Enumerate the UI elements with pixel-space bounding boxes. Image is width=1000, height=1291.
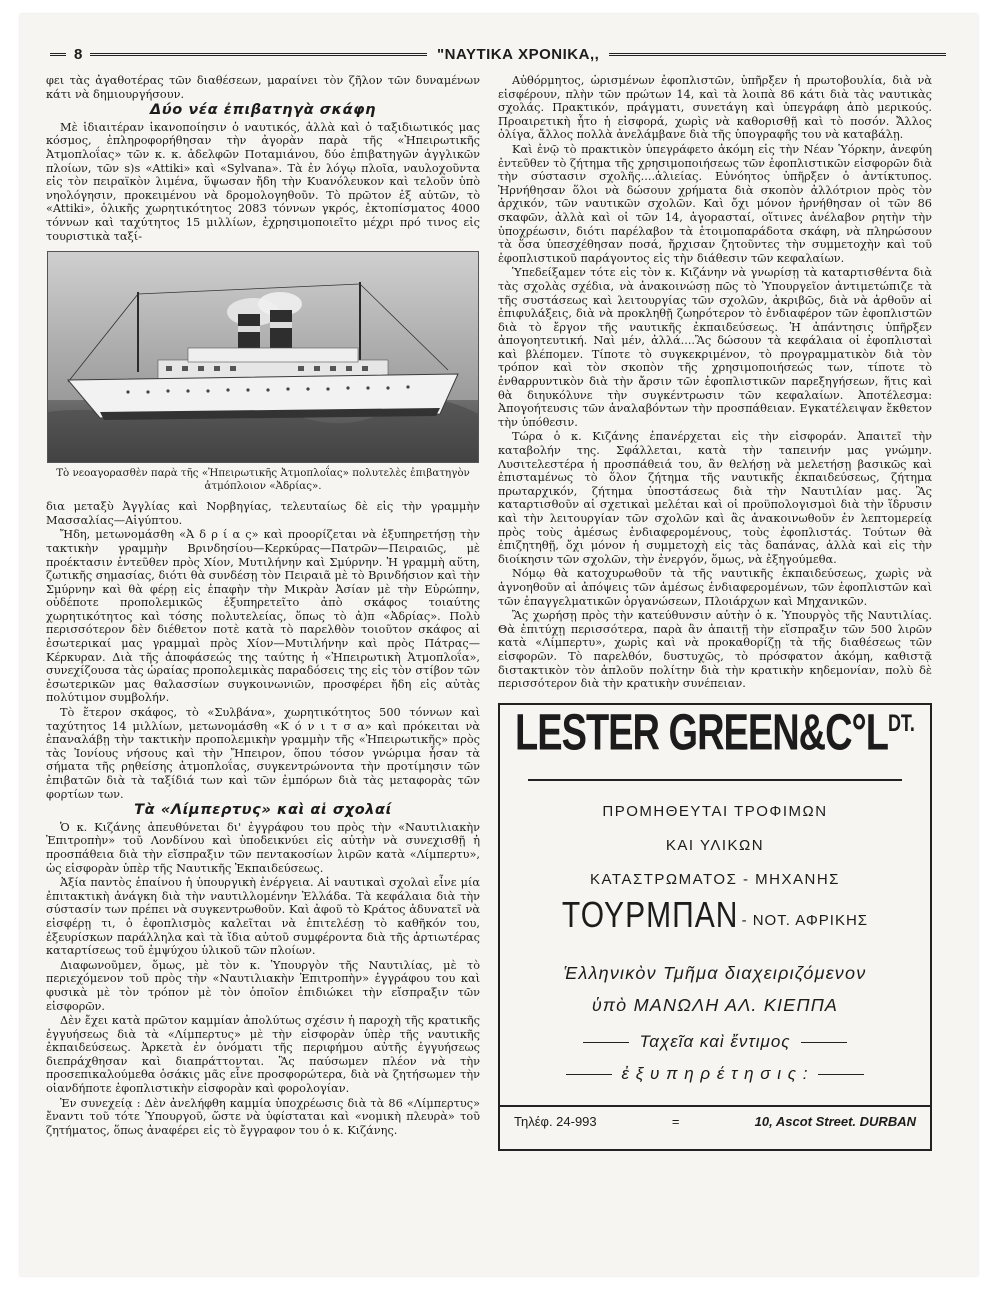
ad-phone: Τηλέφ. 24-993 bbox=[514, 1113, 597, 1129]
ship-photo bbox=[47, 251, 479, 463]
paragraph: Ἂς χωρήσῃ πρὸς τὴν κατεύθυνσιν αὐτὴν ὁ κ. Ὑπουργὸς τῆς Ναυτιλίας. Θὰ ἐπιτύχῃ περισσότερα, παρὰ ἂν ἀπαιτῇ τὴν εἴσπραξιν τῶν 500 λιρῶν κατὰ «Λίμπερτυ», χωρὶς καὶ νὰ προκαθορίζῃ τὰ τῆς διαθέσεως τῶν εἰσφορῶν. Τὸ παρελθόν, δυστυχῶς, τὸ πρόσφατον ἀκόμη, καθιστᾷ διστακτικὸν τὸν ἁπλοῦν πολίτην διὰ τὴν κρατικὴν κηδεμονίαν, πολὺ δὲ περισσότερον διὰ τὴν κρατικὴν συνέπειαν. bbox=[498, 609, 932, 691]
article-heading-new-ships: Δύο νέα ἐπιβατηγὰ σκάφη bbox=[150, 102, 376, 119]
paragraph: Μὲ ἰδιαιτέραν ἱκανοποίησιν ὁ ναυτικός, ἀλλὰ καὶ ὁ ταξιδιωτικός μας κόσμος, ἐπληροφορήθησαν τὴν ἀγορὰν παρὰ τῆς «Ἠπειρωτικῆς Ἀτμοπλοΐας» τῶν κ. κ. ἀδελφῶν Ποταμιάνου, δύο ἐπιβατηγῶν ἀγγλικῶν πλοίων, τῶν s)s «Attiki» καὶ «Sylvana». Τὰ ἐν λόγῳ πλοῖα, ναυλοχοῦντα εἰς τὸν πειραϊκὸν λιμένα, ὕψωσαν ἤδη τὴν Κυανόλευκον καὶ τελοῦν ὑπὸ νηολόγησιν, προκειμένου νὰ δρομολογηθοῦν. Τὸ πρῶτον ἐξ αὐτῶν, τὸ «Attiki», ὁλικῆς χωρητικότητος 2083 τόννων γκρός, ἐκτοπίσματος 4000 τόννων καὶ ταχύτητος 15 μιλλίων, ἐχρησιμοποιεῖτο μέχρι πρό τινος εἰς τουριστικὰ ταξί- bbox=[46, 120, 480, 243]
ad-location bbox=[500, 895, 930, 935]
paragraph: Τώρα ὁ κ. Κιζάνης ἐπανέρχεται εἰς τὴν εἰσφοράν. Ἀπαιτεῖ τὴν καταβολήν της. Σφάλλεται, κατὰ τὴν ταπεινήν μας γνώμην. Λυσιτελεστέρα ἡ προσπάθειά του, ἂν θελήσῃ νὰ μελετήσῃ βασικῶς καὶ ἐπισταμένως τὸ ὅλον ζήτημα τῆς ναυτικῆς ἐκπαιδεύσεως, ζήτημα πρωταρχικόν, ζήτημα ὑποστάσεως διὰ τὴν Ναυτιλίαν μας. Ἂς καταρτισθοῦν αἱ σχετικαὶ μελέται καὶ οἱ προϋπολογισμοὶ διὰ τὴν ἵδρυσιν καὶ τὴν λειτουργίαν τῶν σχολῶν καὶ ἂς ἀνακοινωθοῦν ἐν λεπτομερείᾳ πρὸς τοὺς ἀμέσως ἐνδιαφερομένους, τοὺς ἐφοπλιστάς. Τούτων θὰ ἐπιζητηθῇ, ὄχι μόνον ἡ συμμετοχὴ εἰς τὰς δαπάνας, ἀλλὰ καὶ εἰς τὴν διοίκησιν τῶν σχολῶν, τὴν ἐνεργόν, ὅμως, νὰ ἐξηγούμεθα. bbox=[498, 430, 932, 566]
ad-address: 10, Ascot Street. DURBAN bbox=[754, 1113, 916, 1129]
ad-divider bbox=[528, 779, 902, 781]
photo-caption: Τὸ νεοαγορασθὲν παρὰ τῆς «Ἠπειρωτικῆς Ἀτμοπλοΐας» πολυτελὲς ἐπιβατηγὸν ἀτμόπλοιον «Ἀδρίας». bbox=[56, 467, 470, 492]
paragraph: Ὁ κ. Κιζάνης ἀπευθύνεται δι' ἐγγράφου του πρὸς τὴν «Ναυτιλιακὴν Ἐπιτροπὴν» τοῦ Λονδίνου καὶ ὑποδεικνύει εἰς αὐτὴν νὰ συνεχισθῇ ἡ προσπάθεια διὰ τὴν εἴσπραξιν τῶν πεντακοσίων λιρῶν κατὰ «Λίμπερτυ», ὡς εἰσφορὰν ὑπὲρ τῆς Ναυτικῆς Ἐκπαιδεύσεως. bbox=[46, 820, 480, 875]
ad-service-text: ἐ ξ υ π η ρ έ τ η σ ι ς : bbox=[621, 1063, 809, 1083]
advertisement-lester-green bbox=[498, 703, 932, 1151]
dash-decoration bbox=[801, 1042, 847, 1043]
paragraph: Ἐν συνεχείᾳ : Δὲν ἀνελήφθη καμμία ὑποχρέωσις διὰ τὰ 86 «Λίμπερτυς» ἔναντι τοῦ τότε Ὑπουργοῦ, ὥστε νὰ ὑφίσταται καὶ «νομικὴ πλευρὰ» τοῦ ζητήματος, ὅπως ἀναφέρει εἰς τὸ ἔγγραφον του ὁ κ. Κιζάνης. bbox=[46, 1096, 480, 1137]
ad-line: ΚΑΤΑΣΤΡΩΜΑΤΟΣ - ΜΗΧΑΝΗΣ bbox=[590, 870, 840, 888]
ad-separator: = bbox=[671, 1113, 680, 1129]
left-column bbox=[46, 74, 480, 1264]
dash-decoration bbox=[583, 1042, 629, 1043]
paragraph: Διαφωνοῦμεν, ὅμως, μὲ τὸν κ. Ὑπουργὸν τῆς Ναυτιλίας, μὲ τὸ περιεχόμενον τοῦ πρὸς τὴν «Ναυτιλιακὴν Ἐπιτροπὴν» ἐγγράφου του καὶ φυσικὰ μὲ τὸν τρόπον μὲ τὸν ὁποῖον ἐπιδιώκει τὴν εἴσπραξιν τῶν εἰσφορῶν. bbox=[46, 958, 480, 1013]
paragraph: φει τὰς ἀγαθοτέρας τῶν διαθέσεων, μαραίνει τὸν ζῆλον τῶν δυναμένων κάτι νὰ δημιουργήσουν. bbox=[46, 74, 480, 101]
ad-divider bbox=[500, 1105, 930, 1107]
paragraph: Τὸ ἕτερον σκάφος, τὸ «Συλβάνα», χωρητικότητος 500 τόννων καὶ ταχύτητος 14 μιλλίων, μετωνομάσθη «Κ ό ν ι τ σ α» καὶ πρόκειται νὰ ἐπαναλάβῃ τὴν τακτικὴν προπολεμικὴν γραμμὴν τῆς «Ἠπειρωτικῆς» πρὸς τὰς Ἰονίους νήσους καὶ τὴν Ἤπειρον, ὅπου τόσον γνώριμα ἦσαν τὰ σήματα τῆς ρηθείσης ἀτμοπλοΐας, συγκεντρώνοντα τὴν προτίμησιν τῶν ἐπιβατῶν διὰ τὰ ταξίδιά των καὶ τῶν ἐμπόρων διὰ τὰς μεταφορὰς τῶν φορτίων των. bbox=[46, 706, 480, 801]
paragraph: Αὐθόρμητος, ὡρισμένων ἐφοπλιστῶν, ὑπῆρξεν ἡ πρωτοβουλία, διὰ νὰ εἰσφέρουν, πλὴν τῶν πρώτων 14, καὶ τὰ λοιπὰ 86 κάτι διὰ τὰς ναυτικὰς σχολάς. Πρακτικόν, πράγματι, συνετάγη καὶ ὑπεγράφη ἀπὸ μερικούς. Προαιρετικὴ ἦτο ἡ εἰσφορά, χωρὶς νὰ καθορισθῇ καὶ τὸ ποσόν. Ἄλλος ὀλίγα, ἄλλος πολλὰ ἀνελάμβανε διὰ τῆς ὑπογραφῆς του νὰ καταβάλῃ. bbox=[498, 74, 932, 142]
header-rule bbox=[90, 53, 427, 56]
paragraph: Ὑπεδείξαμεν τότε εἰς τὸν κ. Κιζάνην νὰ γνωρίσῃ τὰ καταρτισθέντα διὰ τὰς σχολὰς σχέδια, νὰ ἀνακοινώσῃ πῶς τὸ Ὑπουργεῖον ἀντιμετώπιζε τὰ τῆς συστάσεως καὶ λειτουργίας τῶν σχολῶν, ἀκριβῶς, διὰ νὰ ἀρθοῦν αἱ ἐπιφυλάξεις, διὰ νὰ προκληθῇ ζωηρότερον τὸ ἐνδιαφέρον τῶν ἐφοπλιστῶν διὰ τὸ ἔργον τῆς ναυτικῆς ἐκπαιδεύσεως. Ἡ ἀπάντησις ὑπῆρξεν ἀπογοητευτική. Ναὶ μέν, ἀλλά....Ἂς δώσουν τὰ κεφάλαια οἱ ἐφοπλισταὶ καὶ βλέπομεν. Τίποτε τὸ συγκεκριμένον, τὸ προγραμματικὸν διὰ τὸν τρόπον καὶ τὸν σκοπὸν τῆς χρησιμοποιήσεώς των, τίποτε τὸ ἐνθαρρυντικὸν διὰ τὴν ἄρσιν τῶν ἐφοπλιστικῶν παρεξηγήσεων, ἥτις καὶ θὰ διηυκόλυνε τὴν συγκέντρωσιν τῶν κεφαλαίων. Ἀποτέλεσμα: Ἀπογοήτευσις τῶν ἀναλαβόντων τὴν προσπάθειαν. Εγκατέλειψαν ἔκθετον τὴν ὑπόθεσιν. bbox=[498, 266, 932, 429]
ad-company-suffix: DT. bbox=[887, 709, 915, 737]
ad-footer bbox=[514, 1115, 916, 1129]
paragraph: Καὶ ἐνῷ τὸ πρακτικὸν ὑπεγράφετο ἀκόμη εἰς τὴν Νέαν Ὑόρκην, ἀνεφύη ἐντεῦθεν τὸ ζήτημα τῆς χρησιμοποιήσεως τῶν ἐφοπλιστικῶν εἰσφορῶν διὰ τὴν σύστασιν σχολῆς....ἁλιείας. Εὐνόητος ὑπῆρξεν ὁ ἀντίκτυπος. Ἠρνήθησαν ὅλοι νὰ δώσουν χρήματα διὰ σκοπὸν ἀλλότριον πρὸς τὸν ἀρχικόν, τῶν ναυτικῶν σχολῶν. Καὶ ὄχι μόνον ἠρνήθησαν οἱ τῶν 86 σκαφῶν, ἀλλὰ καὶ οἱ τῶν 14, ἀγορασταί, οἵτινες ἀνέλαβον ρητὴν τὴν ὑποχρέωσιν, διότι παρέλαβον τὰ ἑτοιμοπαράδοτα σκάφη, νὰ πληρώσουν τὰ ὅσα ὑπεσχέθησαν ποσά, ἤρχισαν ζητοῦντες τὴν συμμετοχὴν καὶ τοῦ ἐφοπλιστικοῦ παράγοντος εἰς τὴν διάθεσιν τῶν κεφαλαίων. bbox=[498, 142, 932, 265]
dash-decoration bbox=[566, 1074, 612, 1075]
ship-illustration bbox=[48, 252, 478, 462]
journal-title: "ΝΑΥΤΙΚΑ ΧΡΟΝΙΚΑ,, bbox=[437, 45, 600, 63]
right-column bbox=[498, 74, 932, 1264]
article-heading-liberty: Τὰ «Λίμπερτυς» καὶ αἱ σχολαί bbox=[134, 802, 392, 819]
page-number: 8 bbox=[74, 45, 83, 63]
ad-service-line bbox=[500, 1063, 930, 1083]
header-rule bbox=[50, 53, 66, 56]
paragraph: Δὲν ἔχει κατὰ πρῶτον καμμίαν ἀπολύτως σχέσιν ἡ παροχὴ τῆς κρατικῆς ἐγγυήσεως διὰ τὰ «Λίμπερτυς» μὲ τὴν εἰσφορὰν ὑπὲρ τῆς ναυτικῆς ἐκπαιδεύσεως. Ἀρκετὰ ἐν ὀνόματι τῆς περιφήμου αὐτῆς ἐγγυήσεως διεπράχθησαν καὶ διαπράττονται. Ἂς παύσωμεν πλέον νὰ τὴν προσεπικαλούμεθα ὁσάκις μᾶς εἶνε προσφορώτερα, διὰ νὰ ζητήσωμεν τὴν οἱανδήποτε ἐφοπλιστικὴν εἰσφορὰν καὶ φορολογίαν. bbox=[46, 1014, 480, 1096]
ad-service-line bbox=[500, 1031, 930, 1051]
ad-service-text: Ταχεῖα καὶ ἔντιμος bbox=[639, 1031, 791, 1051]
paragraph: Νόμῳ θὰ κατοχυρωθοῦν τὰ τῆς ναυτικῆς ἐκπαιδεύσεως, χωρὶς νὰ ἀγνοηθοῦν αἱ ἀπόψεις τῶν ἀμέσως ἐνδιαφερομένων, τῶν ἐφοπλιστῶν καὶ τῶν ἐπαγγελματικῶν ὀργανώσεων, Πλοιάρχων καὶ Μηχανικῶν. bbox=[498, 567, 932, 608]
ad-line: ΠΡΟΜΗΘΕΥΤΑΙ ΤΡΟΦΙΜΩΝ bbox=[602, 802, 828, 820]
ad-section-line: Ἑλληνικὸν Τμῆμα διαχειριζόμενον bbox=[563, 962, 867, 983]
paragraph: Ἀξία παντὸς ἐπαίνου ἡ ὑπουργικὴ ἐνέργεια. Αἱ ναυτικαὶ σχολαὶ εἶνε μία ἐπιτακτικὴ ἀνάγκη διὰ τὴν ναυτιλλομένην Ἑλλάδα. Τὰ κεφάλαια διὰ τὴν σύστασίν των πρέπει νὰ συγκεντρωθοῦν. Καὶ ἀφοῦ τὸ Κράτος ἀδυνατεῖ νὰ εἰσφέρῃ τι, ὁ ἐφοπλισμὸς καλεῖται νὰ ἐπιτελέσῃ τὸ καθῆκόν του, ἐξευρίσκων παράλληλα καὶ τὰ ἴδια αὐτοῦ συμφέροντα διὰ τῆς ἀρτιωτέρας καταρτίσεως τοῦ ἐμψύχου ὑλικοῦ τῶν πλοίων. bbox=[46, 876, 480, 958]
ad-company-logo bbox=[500, 704, 930, 762]
ad-line: ΚΑΙ ΥΛΙΚΩΝ bbox=[665, 836, 765, 854]
newspaper-page bbox=[20, 14, 978, 1276]
page-header bbox=[50, 44, 946, 64]
ad-country: - ΝΟΤ. ΑΦΡΙΚΗΣ bbox=[741, 911, 869, 929]
ad-city: ΤΟΥΡΜΠΑΝ bbox=[561, 895, 739, 935]
header-rule bbox=[609, 53, 946, 56]
ad-company-name: LESTER GREEN&C°L bbox=[515, 704, 888, 762]
paragraph: δια μεταξὺ Ἀγγλίας καὶ Νορβηγίας, τελευταίως δὲ εἰς τὴν γραμμὴν Μασσαλίας—Αἰγύπτου. bbox=[46, 500, 480, 527]
dash-decoration bbox=[818, 1074, 864, 1075]
ad-section-line: ὑπὸ ΜΑΝΩΛΗ ΑΛ. ΚΙΕΠΠΑ bbox=[591, 994, 839, 1015]
paragraph: Ἤδη, μετωνομάσθη «Ἀ δ ρ ί α ς» καὶ προορίζεται νὰ ἐξυπηρετήσῃ τὴν τακτικὴν γραμμὴν Βρινδησίου—Κερκύρας—Πατρῶν—Πειραιῶς, μὲ προέκτασιν ἐντεῦθεν πρὸς Χίον, Μυτιλήνην καὶ Σμύρνην. Ἡ γραμμὴ αὕτη, ζωτικῆς σημασίας, διότι θὰ συνδέσῃ τὸν Πειραιᾶ μὲ τὸ Βρινδήσιον καὶ τὴν Σμύρνην καὶ θὰ φέρῃ εἰς ἐπαφὴν τὴν Μικρὰν Ἀσίαν μὲ τὴν Εὐρώπην, οὐδέποτε προπολεμικῶς ἐξυπηρετεῖτο ἀπὸ σκάφος τοιαύτης χωρητικότητος καὶ τόσης πολυτελείας, ὅπως τὸ ἀ)π «Ἀδρίας». Πολὺ περισσότερον δὲν διέθετον ποτὲ κατὰ τὸ παρελθὸν τοιοῦτον σκάφος αἱ ἐσωτερικαί μας γραμμαὶ πρὸς Χίον—Μυτιλήνην καὶ πρὸς Πάτρας—Κέρκυραν. Διὰ τῆς ἀποφάσεώς της ταύτης ἡ «Ἠπειρωτικὴ Ἀτμοπλοΐα», συνεχίζουσα τὰς ὡραίας προπολεμικὰς παραδόσεις της εἰς τὸν στίβον τῶν ἐσωτερικῶν μας θαλασσίων συγκοινωνιῶν, προσφέρει ἤδη εἰς αὐτὰς πολύτιμον συμβολήν. bbox=[46, 528, 480, 705]
